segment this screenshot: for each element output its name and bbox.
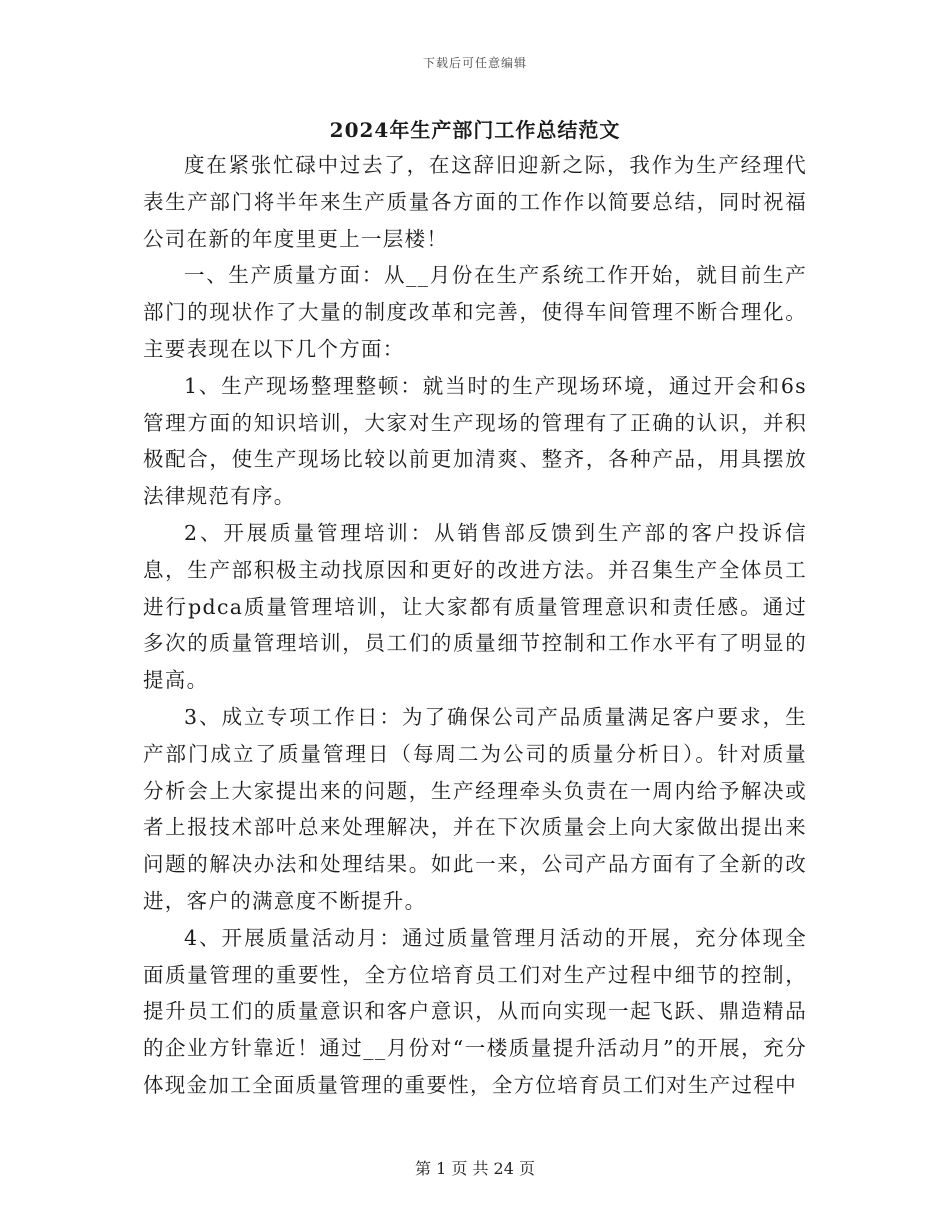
paragraph-intro: 度在紧张忙碌中过去了，在这辞旧迎新之际，我作为生产经理代表生产部门将半年来生产质量各方面的工作作以简要总结，同时祝福公司在新的年度里更上一层楼！ <box>143 153 807 251</box>
page-number: 第 1 页 共 24 页 <box>415 1159 535 1178</box>
paragraph-item-2: 2、开展质量管理培训：从销售部反馈到生产部的客户投诉信息，生产部积极主动找原因和更好的改进方法。并召集生产全体员工进行pdca质量管理培训，让大家都有质量管理意识和责任感。通过多次的质量管理培训，员工们的质量细节控制和工作水平有了明显的提高。 <box>143 520 807 693</box>
document-title: 2024年生产部门工作总结范文 <box>329 118 621 142</box>
paragraph-item-1: 1、生产现场整理整顿：就当时的生产现场环境，通过开会和6s管理方面的知识培训，大家对生产现场的管理有了正确的认识，并积极配合，使生产现场比较以前更加清爽、整齐，各种产品，用具摆放法律规范有序。 <box>143 373 807 509</box>
paragraph-item-3: 3、成立专项工作日：为了确保公司产品质量满足客户要求，生产部门成立了质量管理日（每周二为公司的质量分析日）。针对质量分析会上大家提出来的问题，生产经理牵头负责在一周内给予解决或者上报技术部叶总来处理解决，并在下次质量会上向大家做出提出来问题的解决办法和处理结果。如此一来，公司产品方面有了全新的改进，客户的满意度不断提升。 <box>143 704 807 913</box>
paragraph-item-4: 4、开展质量活动月：通过质量管理月活动的开展，充分体现全面质量管理的重要性，全方位培育员工们对生产过程中细节的控制，提升员工们的质量意识和客户意识，从而向实现一起飞跃、鼎造精品的企业方针靠近！通过__月份对“一楼质量提升活动月”的开展，充分体现金加工全面质量管理的重要性，全方位培育员工们对生产过程中 <box>143 925 807 1097</box>
header-note: 下载后可任意编辑 <box>422 56 527 70</box>
paragraph-section-1: 一、生产质量方面：从__月份在生产系统工作开始，就目前生产部门的现状作了大量的制度改革和完善，使得车间管理不断合理化。主要表现在以下几个方面： <box>143 263 807 361</box>
document-body <box>143 147 807 1104</box>
